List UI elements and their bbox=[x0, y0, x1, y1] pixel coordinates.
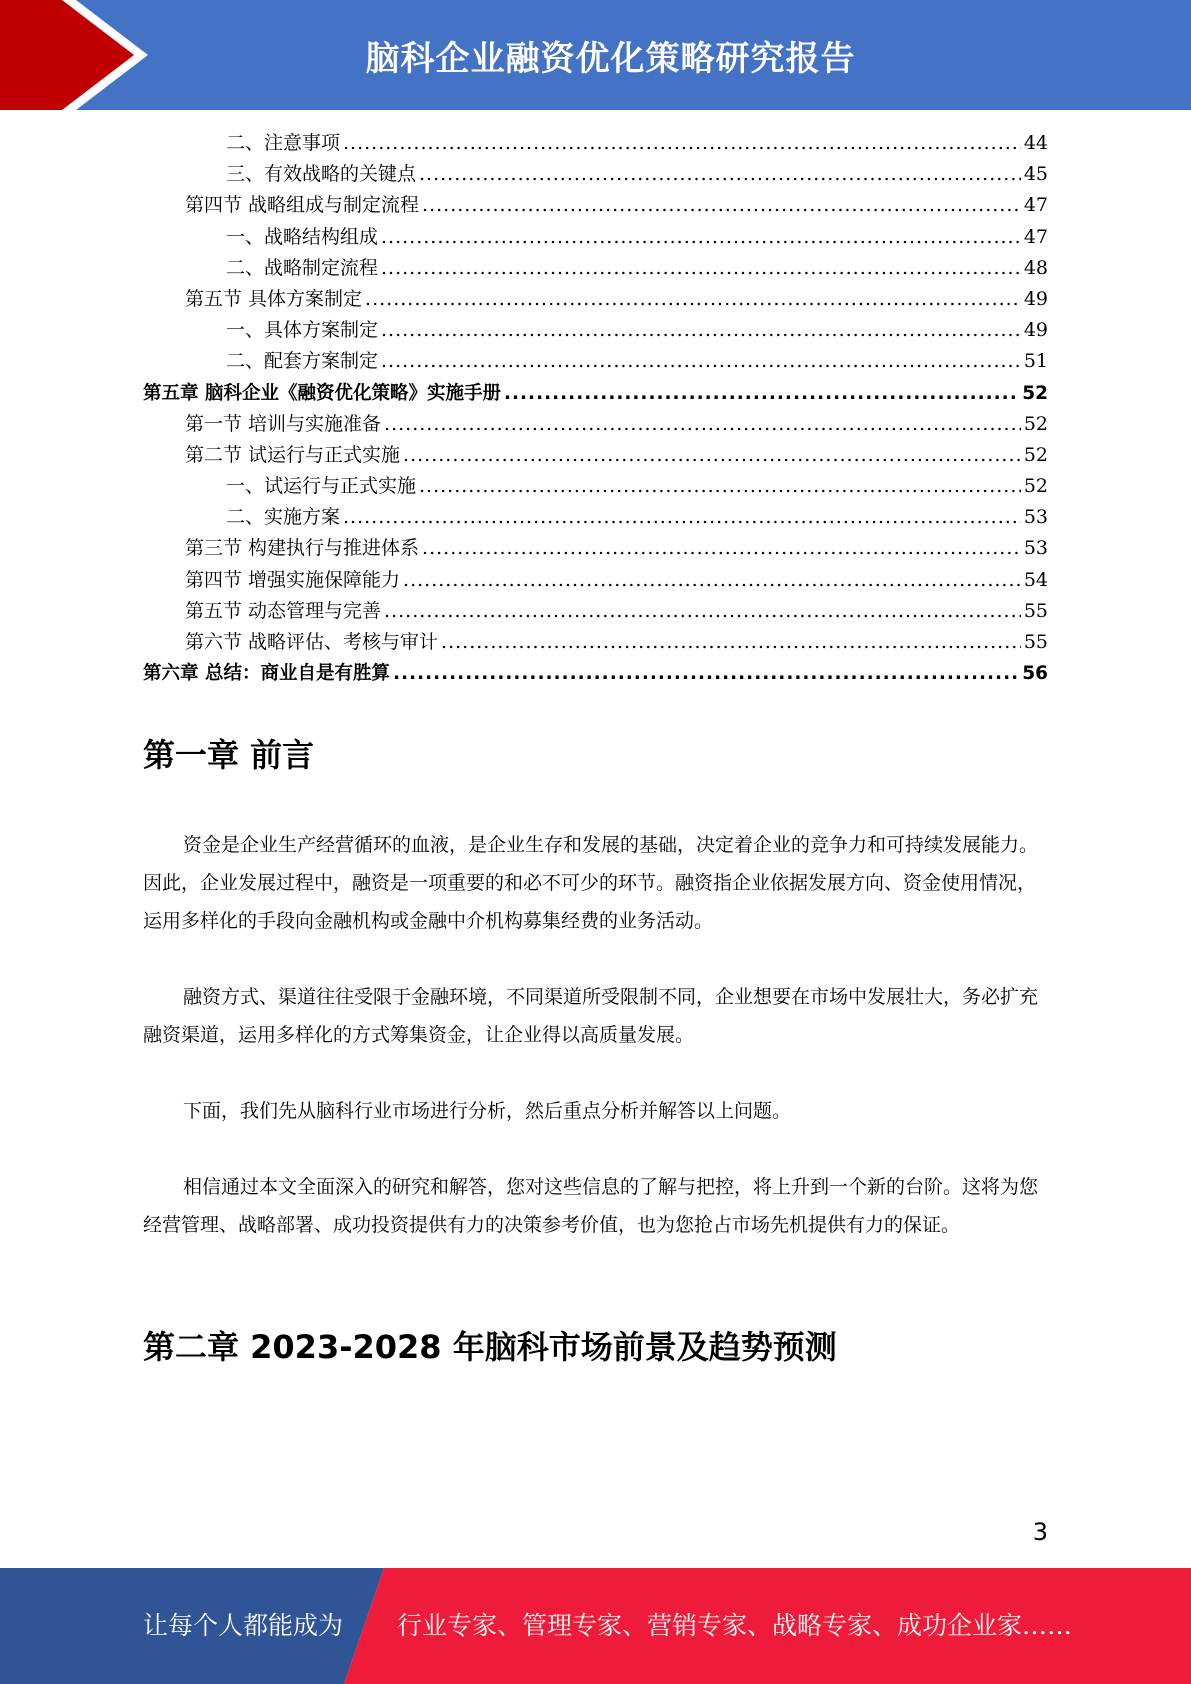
chapter-1-heading: 第一章 前言 bbox=[143, 736, 315, 774]
toc-entry-page: 52 bbox=[1023, 475, 1048, 498]
toc-entry[interactable] bbox=[143, 159, 1048, 190]
toc-chapter-entry[interactable] bbox=[143, 378, 1048, 409]
toc-entry[interactable] bbox=[143, 596, 1048, 627]
page-number: 3 bbox=[1032, 1518, 1048, 1546]
toc-entry-text: 第一节 培训与实施准备 bbox=[185, 412, 382, 435]
footer-slogan-right: 行业专家、管理专家、营销专家、战略专家、成功企业家…… bbox=[397, 1611, 1073, 1640]
toc-entry[interactable] bbox=[143, 190, 1048, 221]
page-header bbox=[0, 0, 1191, 110]
toc-entry-text: 第二节 试运行与正式实施 bbox=[185, 443, 401, 466]
toc-leader-dots bbox=[365, 284, 1021, 315]
toc-leader-dots bbox=[384, 409, 1021, 440]
toc-entry[interactable] bbox=[143, 471, 1048, 502]
toc-entry-page: 51 bbox=[1023, 350, 1048, 373]
toc-entry[interactable] bbox=[143, 253, 1048, 284]
toc-entry[interactable] bbox=[143, 627, 1048, 658]
toc-entry-text: 第四节 战略组成与制定流程 bbox=[185, 194, 420, 217]
toc-entry-page: 52 bbox=[1023, 412, 1048, 435]
toc-leader-dots bbox=[343, 502, 1021, 533]
body-paragraph: 资金是企业生产经营循环的血液，是企业生存和发展的基础，决定着企业的竞争力和可持续发展能力。因此，企业发展过程中，融资是一项重要的和必不可少的环节。融资指企业依据发展方向、资金使用情况，运用多样化的手段向金融机构或金融中介机构募集经费的业务活动。 bbox=[143, 834, 1039, 932]
toc-leader-dots bbox=[441, 627, 1021, 658]
toc-entry[interactable] bbox=[143, 409, 1048, 440]
toc-entry-page: 55 bbox=[1023, 631, 1048, 653]
toc-entry-page: 53 bbox=[1023, 537, 1048, 560]
toc-entry-page: 55 bbox=[1023, 599, 1048, 622]
toc-entry-page: 56 bbox=[1022, 663, 1048, 685]
toc-leader-dots bbox=[504, 378, 1019, 409]
toc-entry-text: 二、配套方案制定 bbox=[226, 350, 379, 373]
toc-entry-text: 第三节 构建执行与推进体系 bbox=[185, 537, 420, 560]
toc-leader-dots bbox=[419, 159, 1021, 190]
toc-entry[interactable] bbox=[143, 128, 1048, 159]
toc-entry[interactable] bbox=[143, 315, 1048, 346]
toc-entry-page: 47 bbox=[1023, 194, 1048, 217]
toc-leader-dots bbox=[393, 658, 1019, 689]
toc-entry-page: 52 bbox=[1022, 382, 1048, 404]
toc-entry-page: 49 bbox=[1023, 287, 1048, 310]
toc-leader-dots bbox=[422, 190, 1021, 221]
toc-entry-page: 49 bbox=[1023, 319, 1048, 342]
toc-entry-page: 52 bbox=[1023, 443, 1048, 466]
toc-entry-text: 二、实施方案 bbox=[226, 506, 341, 529]
body-paragraph: 下面，我们先从脑科行业市场进行分析，然后重点分析并解答以上问题。 bbox=[183, 1100, 792, 1122]
page-footer bbox=[0, 1568, 1191, 1684]
toc-chapter-entry[interactable] bbox=[143, 658, 1048, 689]
toc-entry[interactable] bbox=[143, 284, 1048, 315]
toc-entry-text: 第五章 脑科企业《融资优化策略》实施手册 bbox=[143, 382, 501, 404]
toc-leader-dots bbox=[422, 533, 1021, 564]
toc-entry-page: 53 bbox=[1023, 506, 1048, 529]
toc-entry-text: 一、具体方案制定 bbox=[226, 319, 379, 342]
toc-entry[interactable] bbox=[143, 222, 1048, 253]
toc-entry-text: 三、有效战略的关键点 bbox=[226, 163, 417, 186]
toc-entry-text: 二、注意事项 bbox=[226, 132, 341, 154]
report-title: 脑科企业融资优化策略研究报告 bbox=[365, 38, 856, 79]
toc-leader-dots bbox=[343, 128, 1021, 159]
body-paragraph: 融资方式、渠道往往受限于金融环境，不同渠道所受限制不同，企业想要在市场中发展壮大，务必扩充融资渠道，运用多样化的方式筹集资金，让企业得以高质量发展。 bbox=[143, 986, 1039, 1046]
toc-entry-text: 第六章 总结：商业自是有胜算 bbox=[143, 663, 390, 685]
toc-entry-text: 一、战略结构组成 bbox=[226, 225, 379, 248]
toc-entry[interactable] bbox=[143, 533, 1048, 564]
toc-leader-dots bbox=[419, 471, 1021, 502]
toc-entry[interactable] bbox=[143, 440, 1048, 471]
toc-entry-page: 45 bbox=[1023, 163, 1048, 186]
toc-entry[interactable] bbox=[143, 502, 1048, 533]
toc-entry[interactable] bbox=[143, 346, 1048, 377]
toc-entry-page: 44 bbox=[1023, 132, 1048, 154]
toc-entry-page: 48 bbox=[1023, 256, 1048, 279]
toc-entry[interactable] bbox=[143, 565, 1048, 596]
table-of-contents bbox=[143, 128, 1048, 689]
toc-leader-dots bbox=[381, 315, 1021, 346]
toc-entry-text: 第六节 战略评估、考核与审计 bbox=[185, 631, 439, 653]
body-paragraph: 相信通过本文全面深入的研究和解答，您对这些信息的了解与把控，将上升到一个新的台阶。这将为您经营管理、战略部署、成功投资提供有力的决策参考价值，也为您抢占市场先机提供有力的保证。 bbox=[143, 1176, 1039, 1236]
chapter-2-heading: 第二章 2023-2028 年脑科市场前景及趋势预测 bbox=[143, 1328, 837, 1366]
toc-leader-dots bbox=[381, 222, 1021, 253]
toc-leader-dots bbox=[381, 346, 1021, 377]
toc-entry-text: 二、战略制定流程 bbox=[226, 256, 379, 279]
toc-leader-dots bbox=[403, 565, 1021, 596]
toc-entry-text: 第五节 动态管理与完善 bbox=[185, 599, 382, 622]
toc-entry-page: 54 bbox=[1023, 568, 1048, 591]
toc-entry-page: 47 bbox=[1023, 225, 1048, 248]
toc-entry-text: 第四节 增强实施保障能力 bbox=[185, 568, 401, 591]
toc-entry-text: 一、试运行与正式实施 bbox=[226, 475, 417, 498]
toc-leader-dots bbox=[403, 440, 1021, 471]
toc-entry-text: 第五节 具体方案制定 bbox=[185, 287, 363, 310]
footer-slogan-left: 让每个人都能成为 bbox=[143, 1611, 344, 1640]
toc-leader-dots bbox=[381, 253, 1021, 284]
toc-leader-dots bbox=[384, 596, 1021, 627]
